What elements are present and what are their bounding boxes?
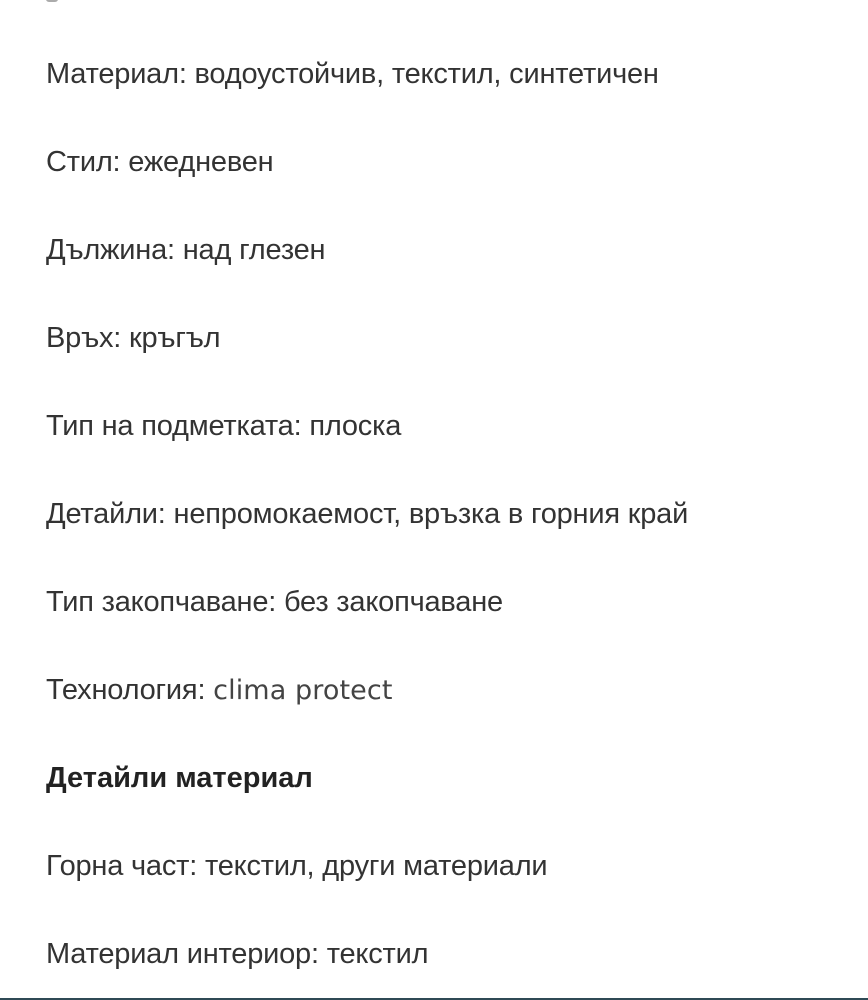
clipped-previous-text (46, 0, 58, 2)
spec-technology-value: clima protect (213, 675, 393, 706)
spec-technology-label: Технология: (46, 674, 214, 706)
material-interior: Материал интериор: текстил (46, 938, 429, 970)
spec-details: Детайли: непромокаемост, връзка в горния край (46, 498, 689, 530)
spec-technology (46, 673, 393, 708)
spec-style: Стил: ежедневен (46, 146, 274, 178)
spec-material: Материал: водоустойчив, текстил, синтетичен (46, 58, 659, 90)
material-upper: Горна част: текстил, други материали (46, 850, 548, 882)
spec-toe: Връх: кръгъл (46, 322, 221, 354)
material-details-heading: Детайли материал (46, 762, 313, 794)
spec-length: Дължина: над глезен (46, 234, 326, 266)
spec-closure: Тип закопчаване: без закопчаване (46, 586, 503, 618)
spec-sole-type: Тип на подметката: плоска (46, 410, 402, 442)
